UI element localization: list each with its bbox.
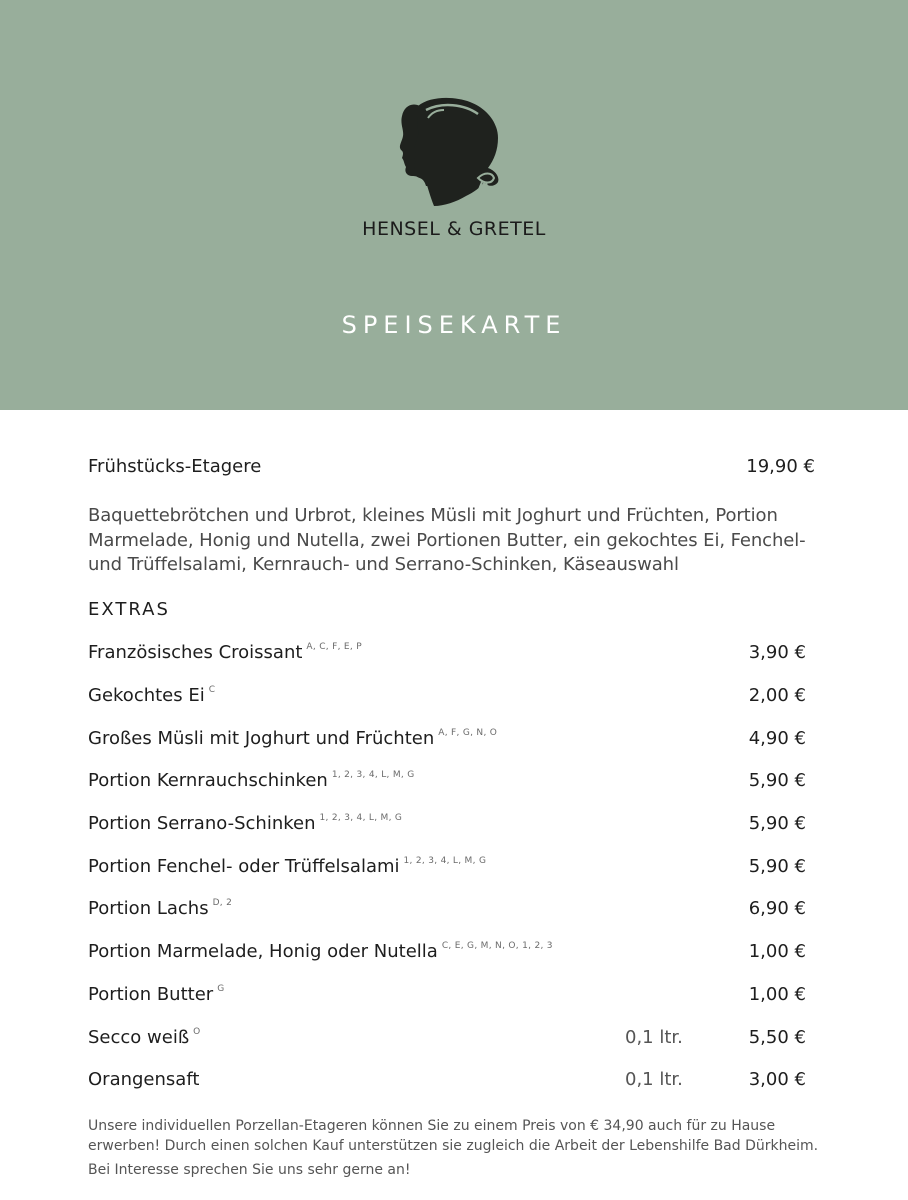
menu-item-label xyxy=(88,856,486,877)
menu-item-label xyxy=(88,1069,203,1090)
menu-item-name: Portion Lachs xyxy=(88,898,209,919)
menu-item-label xyxy=(88,1027,201,1048)
menu-item-size: 0,1 ltr. xyxy=(625,1027,683,1048)
menu-item-label xyxy=(88,685,215,706)
footer-purchase-note: Unsere individuellen Porzellan-Etageren können Sie zu einem Preis von € 34,90 auch für zu Hause erwerben! Durch einen solchen Kauf unterstützen sie zugleich die Arbeit der Lebenshilfe Bad Dürkheim. xyxy=(88,1118,819,1154)
menu-item-price: 3,00 € xyxy=(748,1069,806,1090)
menu-item-price: 2,00 € xyxy=(748,685,806,706)
menu-item-price: 1,00 € xyxy=(748,941,806,962)
page-title: SPEISEKARTE xyxy=(341,311,567,339)
menu-item-name: Portion Kernrauchschinken xyxy=(88,770,328,791)
menu-item-name: Portion Fenchel- oder Trüffelsalami xyxy=(88,856,400,877)
menu-item-price: 5,90 € xyxy=(748,813,806,834)
menu-item-name: Französisches Croissant xyxy=(88,642,303,663)
allergen-codes: 1, 2, 3, 4, L, M, G xyxy=(403,856,487,866)
menu-item-price: 5,90 € xyxy=(748,856,806,877)
brand-name: HENSEL & GRETEL xyxy=(362,218,546,240)
menu-item-price: 4,90 € xyxy=(748,728,806,749)
main-item-name: Frühstücks-Etagere xyxy=(88,456,262,477)
allergen-codes: G xyxy=(217,984,225,994)
main-item-description: Baquettebrötchen und Urbrot, kleines Müsli mit Joghurt und Früchten, Portion Marmelade, Honig und Nutella, zwei Portionen Butter, ein gekochtes Ei, Fenchel- und Trüffelsalami, Kernrauch- und Serrano-Schinken, Käseauswahl xyxy=(88,505,806,575)
allergen-codes: A, C, F, E, P xyxy=(306,642,362,652)
main-item-price: 19,90 € xyxy=(746,456,815,477)
menu-item-price: 1,00 € xyxy=(748,984,806,1005)
extras-heading: EXTRAS xyxy=(88,599,170,620)
footer-note xyxy=(88,1117,828,1181)
footer-contact-note: Bei Interesse sprechen Sie uns sehr gerne an! xyxy=(88,1162,411,1178)
menu-item-row xyxy=(88,898,808,924)
menu-item-label xyxy=(88,770,415,791)
menu-item-label xyxy=(88,898,232,919)
menu-item-label xyxy=(88,984,224,1005)
menu-item-row xyxy=(88,685,808,711)
allergen-codes: 1, 2, 3, 4, L, M, G xyxy=(331,770,415,780)
allergen-codes: C xyxy=(208,685,216,695)
menu-item-row xyxy=(88,984,808,1010)
menu-item-label xyxy=(88,728,497,749)
menu-item-row xyxy=(88,941,808,967)
allergen-codes: C, E, G, M, N, O, 1, 2, 3 xyxy=(441,941,553,951)
menu-item-row xyxy=(88,813,808,839)
menu-item-price: 5,50 € xyxy=(748,1027,806,1048)
menu-item-size: 0,1 ltr. xyxy=(625,1069,683,1090)
menu-item-label xyxy=(88,941,553,962)
menu-item-name: Gekochtes Ei xyxy=(88,685,205,706)
menu-item-name: Portion Butter xyxy=(88,984,214,1005)
allergen-codes: D, 2 xyxy=(212,898,233,908)
menu-item-name: Großes Müsli mit Joghurt und Früchten xyxy=(88,728,435,749)
menu-item-row xyxy=(88,1027,808,1053)
menu-item-row xyxy=(88,728,808,754)
menu-item-name: Portion Marmelade, Honig oder Nutella xyxy=(88,941,438,962)
silhouette-profiles-icon xyxy=(382,92,522,212)
menu-item-label xyxy=(88,813,402,834)
allergen-codes: O xyxy=(193,1027,201,1037)
menu-item-row xyxy=(88,770,808,796)
allergen-codes: A, F, G, N, O xyxy=(438,728,498,738)
menu-item-name: Orangensaft xyxy=(88,1069,200,1090)
menu-item-label xyxy=(88,642,362,663)
menu-item-row xyxy=(88,856,808,882)
main-menu-item xyxy=(88,456,818,480)
menu-item-price: 6,90 € xyxy=(748,898,806,919)
menu-item-price: 3,90 € xyxy=(748,642,806,663)
allergen-codes: 1, 2, 3, 4, L, M, G xyxy=(319,813,403,823)
menu-item-row xyxy=(88,642,808,668)
menu-item-name: Secco weiß xyxy=(88,1027,190,1048)
menu-item-row xyxy=(88,1069,808,1095)
menu-item-name: Portion Serrano-Schinken xyxy=(88,813,316,834)
menu-item-price: 5,90 € xyxy=(748,770,806,791)
header-banner xyxy=(0,0,908,410)
